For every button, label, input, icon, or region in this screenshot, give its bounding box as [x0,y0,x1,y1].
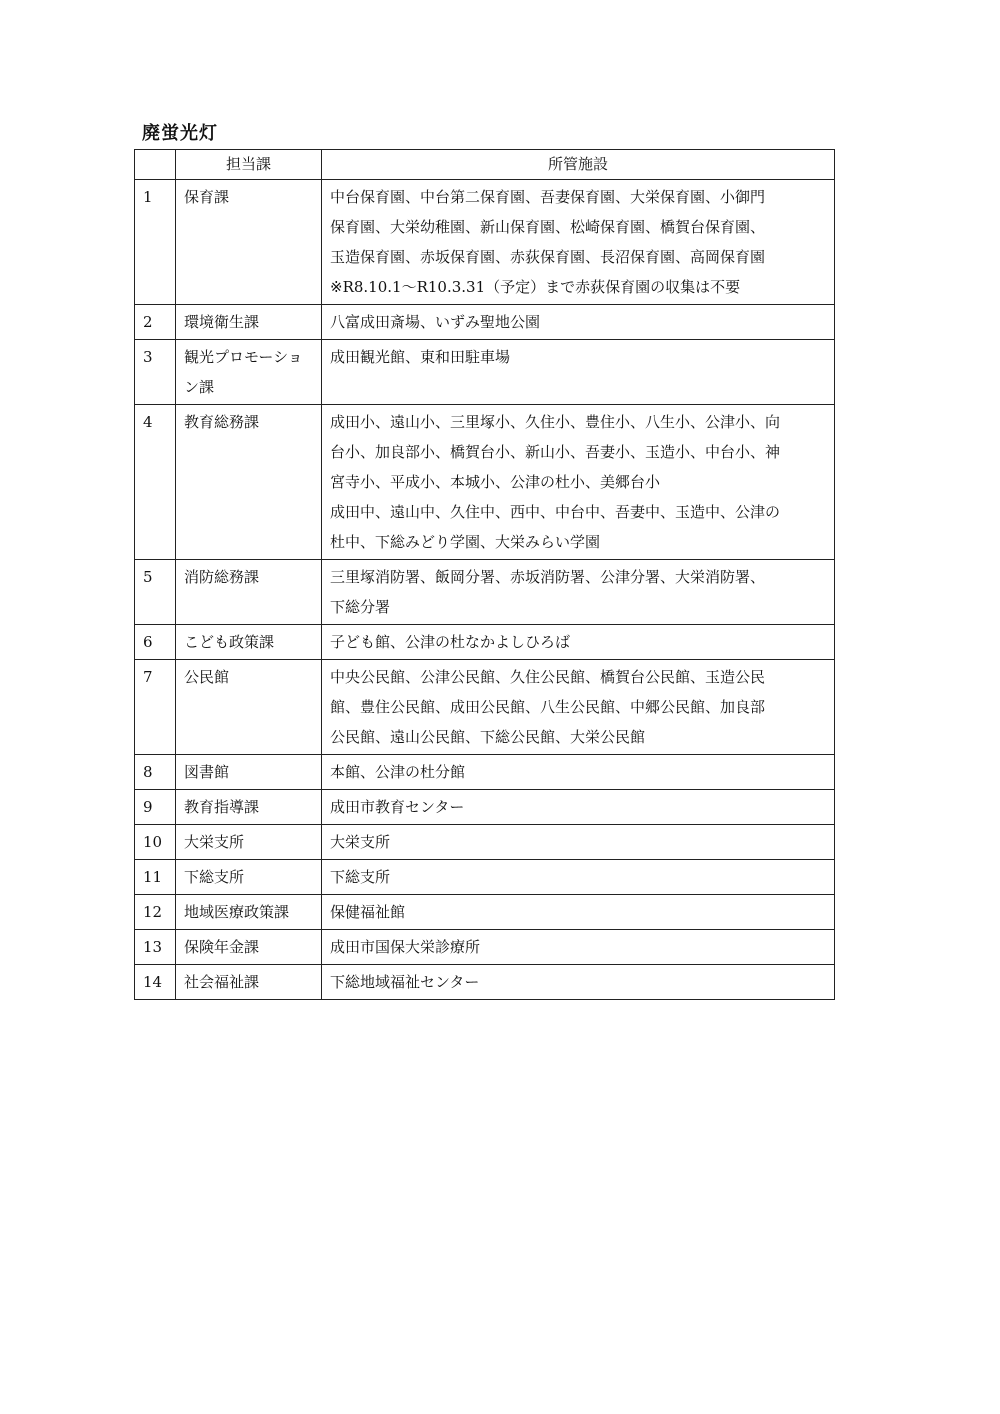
facility-line: 館、豊住公民館、成田公民館、八生公民館、中郷公民館、加良部 [330,698,766,716]
department-cell [176,305,322,340]
facilities-cell [322,895,835,930]
header-number [135,150,176,180]
department-name: 保険年金課 [184,938,260,956]
facility-line: 成田市教育センター [330,798,465,816]
department-name: 環境衛生課 [184,313,260,331]
facility-line: ※R8.10.1～R10.3.31（予定）まで赤荻保育園の収集は不要 [330,278,741,296]
facility-line: 中台保育園、中台第二保育園、吾妻保育園、大栄保育園、小御門 [330,188,766,206]
facilities-cell [322,790,835,825]
table-row [135,660,835,755]
department-name: ン課 [184,378,215,396]
table-row [135,895,835,930]
facility-line: 成田小、遠山小、三里塚小、久住小、豊住小、八生小、公津小、向 [330,413,781,431]
department-cell [176,660,322,755]
department-name: 大栄支所 [184,833,245,851]
facility-line: 子ども館、公津の杜なかよしひろば [330,633,571,651]
header-department: 担当課 [176,150,322,180]
facility-line: 大栄支所 [330,833,391,851]
row-number: 13 [135,930,176,965]
department-name: 社会福祉課 [184,973,260,991]
table-row [135,930,835,965]
department-name: 教育指導課 [184,798,260,816]
facilities-cell [322,965,835,1000]
facility-line: 保健福祉館 [330,903,406,921]
facilities-cell [322,340,835,405]
table-row [135,180,835,305]
department-name: 保育課 [184,188,230,206]
facilities-cell [322,755,835,790]
department-cell [176,965,322,1000]
facility-line: 保育園、大栄幼稚園、新山保育園、松崎保育園、橋賀台保育園、 [330,218,766,236]
department-name: 下総支所 [184,868,245,886]
row-number: 8 [135,755,176,790]
facility-line: 下総地域福祉センター [330,973,480,991]
table-row [135,790,835,825]
table-row [135,825,835,860]
row-number: 5 [135,560,176,625]
facility-line: 下総分署 [330,598,391,616]
department-name: 観光プロモーショ [184,348,303,366]
facility-line: 八富成田斎場、いずみ聖地公園 [330,313,541,331]
department-cell [176,895,322,930]
row-number: 2 [135,305,176,340]
facility-line: 宮寺小、平成小、本城小、公津の杜小、美郷台小 [330,473,661,491]
table-row [135,625,835,660]
department-cell [176,625,322,660]
row-number: 14 [135,965,176,1000]
row-number: 12 [135,895,176,930]
department-cell [176,405,322,560]
row-number: 3 [135,340,176,405]
facility-line: 三里塚消防署、飯岡分署、赤坂消防署、公津分署、大栄消防署、 [330,568,766,586]
facility-line: 杜中、下総みどり学園、大栄みらい学園 [330,533,601,551]
department-cell [176,560,322,625]
row-number: 7 [135,660,176,755]
facilities-table [134,149,835,1000]
row-number: 6 [135,625,176,660]
table-row [135,405,835,560]
table-row [135,965,835,1000]
department-cell [176,790,322,825]
facility-line: 成田中、遠山中、久住中、西中、中台中、吾妻中、玉造中、公津の [330,503,781,521]
facilities-cell [322,405,835,560]
table-body [135,180,835,1000]
facility-line: 玉造保育園、赤坂保育園、赤荻保育園、長沼保育園、高岡保育園 [330,248,766,266]
facility-line: 中央公民館、公津公民館、久住公民館、橋賀台公民館、玉造公民 [330,668,766,686]
department-name: 地域医療政策課 [184,903,290,921]
department-cell [176,930,322,965]
facility-line: 下総支所 [330,868,391,886]
facilities-cell [322,660,835,755]
row-number: 1 [135,180,176,305]
department-name: 教育総務課 [184,413,260,431]
table-row [135,340,835,405]
page-title: 廃蛍光灯 [142,123,218,144]
facility-line: 成田市国保大栄診療所 [330,938,481,956]
department-name: こども政策課 [184,633,275,651]
department-name: 消防総務課 [184,568,260,586]
facilities-cell [322,625,835,660]
facilities-cell [322,180,835,305]
facilities-cell [322,305,835,340]
row-number: 9 [135,790,176,825]
facility-line: 台小、加良部小、橋賀台小、新山小、吾妻小、玉造小、中台小、神 [330,443,781,461]
table-row [135,860,835,895]
table-row [135,755,835,790]
row-number: 10 [135,825,176,860]
department-cell [176,755,322,790]
department-cell [176,180,322,305]
header-facilities: 所管施設 [322,150,835,180]
department-cell [176,860,322,895]
department-cell [176,825,322,860]
table-row [135,305,835,340]
department-name: 図書館 [184,763,230,781]
table-header-row [135,150,835,180]
row-number: 11 [135,860,176,895]
facility-line: 本館、公津の杜分館 [330,763,466,781]
facility-line: 公民館、遠山公民館、下総公民館、大栄公民館 [330,728,646,746]
facilities-cell [322,930,835,965]
row-number: 4 [135,405,176,560]
department-name: 公民館 [184,668,230,686]
facilities-cell [322,825,835,860]
department-cell [176,340,322,405]
facility-line: 成田観光館、東和田駐車場 [330,348,511,366]
facilities-cell [322,560,835,625]
facilities-cell [322,860,835,895]
table-row [135,560,835,625]
